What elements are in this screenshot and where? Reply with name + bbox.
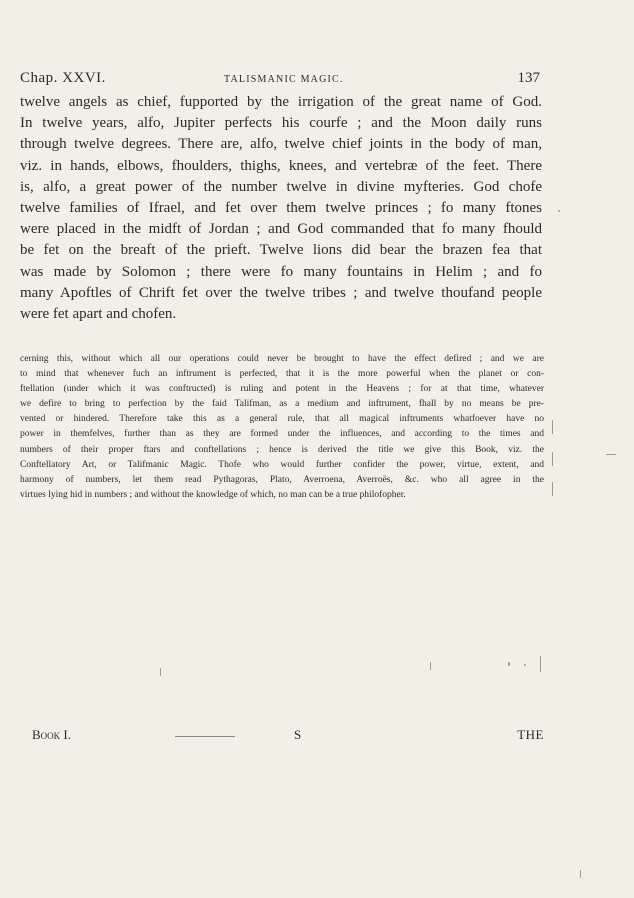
main-text-block [20,92,542,325]
text-line: many Apoftles of Chrift fet over the twelve tribes ; and twelve thoufand people [20,284,542,301]
running-header [20,70,540,90]
footnote-line: cerning this, without which all our operations could never be brought to have the effect defired ; and we are [20,354,544,364]
scan-speck [552,482,553,496]
footnote-line: we defire to bring to perfection by the faid Talifman, as a medium and inftrument, fhall by no means be pre- [20,399,544,410]
text-line: twelve families of Ifrael, and fet over them twelve princes ; fo many ftones [20,200,542,217]
scan-speck [508,662,510,666]
footnote-line: vented or hindered. Therefore take this as a general rule, that all magical inftruments whatfoever have no [20,414,544,425]
footnote-block [20,352,544,503]
footnote-line: power in themfelves, further than as they are formed under the influences, and according to the times and [20,429,544,440]
scan-speck [524,664,526,666]
text-line: viz. in hands, elbows, fhoulders, thighs, knees, and vertebræ of the feet. There [20,157,542,174]
footnote-line: virtues lying hid in numbers ; and without the knowledge of which, no man can be a true philofopher. [20,489,406,500]
text-line: was made by Solomon ; there were fo many fountains in Helim ; and fo [20,263,542,280]
scan-speck [558,210,560,212]
scan-speck [540,656,541,672]
text-line: In twelve years, alfo, Jupiter perfects his courfe ; and the Moon daily runs [20,115,542,132]
page-footer [32,727,544,747]
scan-speck [580,870,581,878]
text-line: be fet on the breaft of the prieft. Twelve lions did bear the brazen fea that [20,242,542,259]
running-title: TALISMANIC MAGIC. [224,74,344,85]
footnote-line: numbers of their proper ftars and conftellations ; hence is derived the title we give this Book, viz. the [20,444,544,455]
text-line: through twelve degrees. There are, alfo, twelve chief joints in the body of man, [20,136,542,153]
text-line: is, alfo, a great power of the number twelve in divine myfteries. God chofe [20,178,542,195]
scan-speck [430,662,431,670]
scan-speck [552,420,553,434]
chapter-label: Chap. XXVI. [20,70,106,86]
page-number: 137 [517,70,540,86]
footnote-line: harmony of numbers, let them read Pythagoras, Plato, Averroena, Averroës, &c. who all agree in the [20,474,544,485]
scan-speck [552,452,553,466]
text-line: were fet apart and chofen. [20,306,177,323]
text-line: twelve angels as chief, fupported by the irrigation of the great name of God. [20,94,542,110]
footnote-line: ftellation (under which it was conftructed) is ruling and potent in the Heavens ; for at that time, whatever [20,384,544,395]
scan-speck [606,454,616,455]
scan-speck [160,668,161,676]
footnote-line: to mind that whenever fuch an inftrument is perfected, that it is the more powerful when the planet or con- [20,369,544,380]
book-label: Book I. [32,727,71,742]
footnote-line: Conftellatory Art, or Talifmanic Magic. Thofe who would further confider the power, virtue, extent, and [20,459,544,470]
signature-mark: S [294,727,302,742]
catchword: THE [517,727,544,742]
text-line: were placed in the midft of Jordan ; and God commanded that fo many fhould [20,221,542,238]
